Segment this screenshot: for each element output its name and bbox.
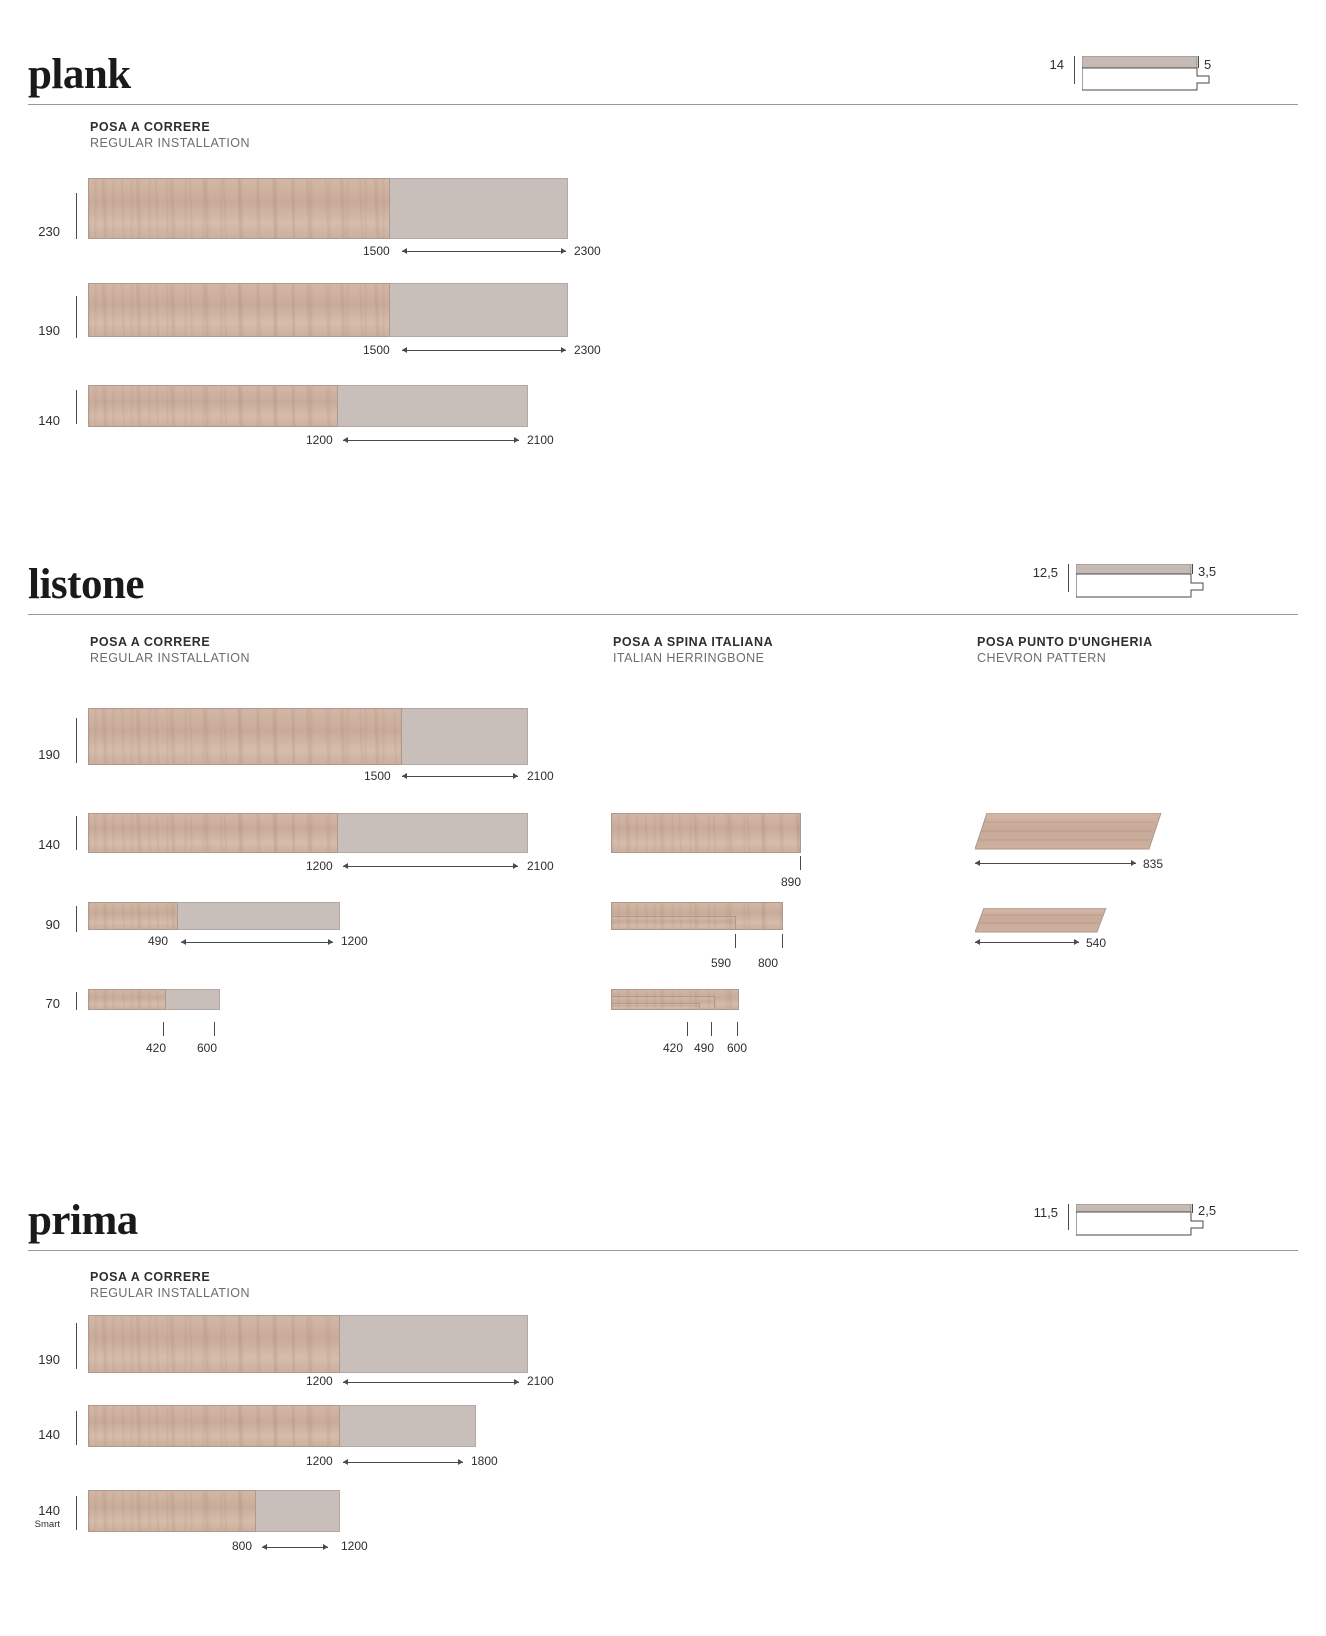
board-wood	[88, 385, 338, 427]
row-width-label: 190	[38, 1352, 60, 1367]
row-width-tick	[76, 816, 77, 850]
dim-min: 490	[148, 934, 169, 948]
board-row	[88, 989, 220, 1010]
board-wood	[88, 1490, 256, 1532]
dim-line	[402, 251, 566, 252]
row-width-tick	[76, 1323, 77, 1369]
board-row	[88, 385, 528, 427]
row-width-label: 90	[45, 917, 60, 932]
dim-length: 540	[1086, 936, 1107, 950]
dim-tick	[214, 1022, 215, 1036]
profile-wear-tick	[1192, 1204, 1193, 1213]
profile-shape-icon	[1076, 564, 1216, 619]
row-width-tick	[76, 718, 77, 763]
row-width-tick	[76, 390, 77, 424]
dim-length: 420	[663, 1041, 684, 1055]
profile-diagram-prima	[1014, 1178, 1217, 1233]
group-label-it: POSA A SPINA ITALIANA	[613, 635, 774, 649]
dim-min: 1500	[364, 769, 391, 783]
dim-line	[975, 942, 1079, 943]
dim-line	[262, 1547, 328, 1548]
dim-min: 1200	[306, 1454, 333, 1468]
dim-max: 2100	[527, 433, 554, 447]
dim-tick	[737, 1022, 738, 1036]
group-label-it: POSA A CORRERE	[90, 120, 211, 134]
board-row	[88, 283, 568, 337]
board-wood	[88, 178, 390, 239]
dim-tick	[687, 1022, 688, 1036]
dim-max: 2100	[527, 859, 554, 873]
dim-arrow-right-icon	[1074, 939, 1079, 945]
row-width-label: 140	[38, 1503, 60, 1518]
row-width-tick	[76, 193, 77, 239]
dim-line	[343, 1462, 463, 1463]
dim-arrow-right-icon	[513, 863, 518, 869]
profile-thickness-tick	[1068, 1204, 1069, 1230]
dim-length: 800	[758, 956, 779, 970]
dim-max: 2300	[574, 343, 601, 357]
group-label-en: REGULAR INSTALLATION	[90, 651, 250, 665]
row-width-label: 70	[45, 996, 60, 1011]
profile-wear-label: 5	[1204, 57, 1212, 72]
dim-min: 420	[146, 1041, 167, 1055]
dim-length: 835	[1143, 857, 1164, 871]
board-row	[88, 1315, 528, 1373]
row-width-label: 190	[38, 323, 60, 338]
profile-wear-tick	[1198, 56, 1199, 68]
dim-min: 1500	[363, 343, 390, 357]
profile-wear-label: 2,5	[1198, 1203, 1217, 1218]
dim-tick	[782, 934, 783, 948]
row-width-tick	[76, 1496, 77, 1530]
board-row	[88, 902, 340, 930]
dim-line	[402, 776, 518, 777]
chevron-board-shape	[975, 813, 1175, 855]
group-label-en: REGULAR INSTALLATION	[90, 136, 250, 150]
board-row	[611, 1003, 700, 1010]
row-width-tick	[76, 296, 77, 338]
group-label-en: CHEVRON PATTERN	[977, 651, 1107, 665]
group-label-listone-regular	[90, 634, 250, 666]
profile-diagram-plank	[1030, 30, 1220, 85]
dim-min: 1200	[306, 859, 333, 873]
dim-arrow-right-icon	[561, 347, 566, 353]
profile-wear-label: 3,5	[1198, 564, 1217, 579]
group-label-en: ITALIAN HERRINGBONE	[613, 651, 765, 665]
board-wood	[611, 813, 801, 853]
dim-max: 1800	[471, 1454, 498, 1468]
profile-thickness-label: 11,5	[1033, 1205, 1058, 1220]
group-label-it: POSA A CORRERE	[90, 1270, 211, 1284]
dim-length: 590	[711, 956, 732, 970]
board-row	[88, 813, 528, 853]
board-wood	[88, 989, 166, 1010]
section-title-prima: prima	[28, 1197, 138, 1244]
profile-thickness-tick	[1068, 564, 1069, 592]
dim-line	[343, 866, 518, 867]
profile-wear-tick	[1192, 564, 1193, 574]
board-wood	[611, 916, 736, 930]
profile-diagram-listone	[1014, 538, 1217, 593]
dim-length: 490	[694, 1041, 715, 1055]
board-wood	[88, 1315, 340, 1373]
group-label-plank-regular	[90, 119, 250, 151]
profile-thickness-tick	[1074, 56, 1075, 84]
board-wood	[88, 1405, 340, 1447]
group-label-listone-chevron	[977, 634, 1153, 666]
dim-tick	[163, 1022, 164, 1036]
row-width-label: 140	[38, 837, 60, 852]
section-title-listone: listone	[28, 561, 144, 608]
section-rule-listone	[28, 614, 1298, 615]
dim-line	[975, 863, 1136, 864]
group-label-it: POSA A CORRERE	[90, 635, 211, 649]
board-wood	[88, 902, 178, 930]
dim-line	[402, 350, 566, 351]
dim-tick	[800, 856, 801, 870]
dim-arrow-right-icon	[1131, 860, 1136, 866]
row-width-label: 140	[38, 413, 60, 428]
dim-arrow-right-icon	[328, 939, 333, 945]
board-wood	[611, 1003, 700, 1010]
row-width-tick	[76, 992, 77, 1010]
dim-max: 1200	[341, 1539, 368, 1553]
board-wood	[88, 283, 390, 337]
dim-min: 800	[232, 1539, 253, 1553]
row-width-label: 230	[38, 224, 60, 239]
section-rule-prima	[28, 1250, 1298, 1251]
dim-arrow-right-icon	[514, 437, 519, 443]
group-label-en: REGULAR INSTALLATION	[90, 1286, 250, 1300]
board-row	[611, 916, 736, 930]
board-wood	[88, 813, 338, 853]
section-title-plank: plank	[28, 51, 131, 98]
dim-arrow-right-icon	[561, 248, 566, 254]
dim-length: 600	[727, 1041, 748, 1055]
dim-arrow-right-icon	[513, 773, 518, 779]
row-width-label: 190	[38, 747, 60, 762]
dim-line	[343, 1382, 519, 1383]
profile-shape-icon	[1082, 56, 1222, 111]
row-width-sublabel: Smart	[34, 1519, 60, 1530]
dim-length: 890	[781, 875, 802, 889]
board-row	[88, 1490, 340, 1532]
dim-max: 2100	[527, 1374, 554, 1388]
group-label-it: POSA PUNTO D'UNGHERIA	[977, 635, 1153, 649]
profile-thickness-label: 14	[1049, 57, 1064, 72]
dim-line	[181, 942, 333, 943]
dim-min: 1200	[306, 433, 333, 447]
board-row	[88, 1405, 476, 1447]
dim-arrow-right-icon	[458, 1459, 463, 1465]
dim-tick	[711, 1022, 712, 1036]
row-width-tick	[76, 1411, 77, 1445]
dim-min: 1200	[306, 1374, 333, 1388]
board-row	[88, 708, 528, 765]
dim-arrow-right-icon	[323, 1544, 328, 1550]
dim-max: 2300	[574, 244, 601, 258]
board-row	[88, 178, 568, 239]
row-width-label: 140	[38, 1427, 60, 1442]
group-label-listone-herringbone	[613, 634, 773, 666]
dim-tick	[735, 934, 736, 948]
dim-max: 2100	[527, 769, 554, 783]
row-width-tick	[76, 906, 77, 932]
dim-max: 1200	[341, 934, 368, 948]
section-rule-plank	[28, 104, 1298, 105]
board-wood	[88, 708, 402, 765]
dim-arrow-right-icon	[514, 1379, 519, 1385]
dim-min: 1500	[363, 244, 390, 258]
dim-max: 600	[197, 1041, 218, 1055]
profile-thickness-label: 12,5	[1032, 565, 1058, 580]
board-row	[611, 813, 801, 853]
group-label-prima-regular	[90, 1269, 250, 1301]
dim-line	[343, 440, 519, 441]
